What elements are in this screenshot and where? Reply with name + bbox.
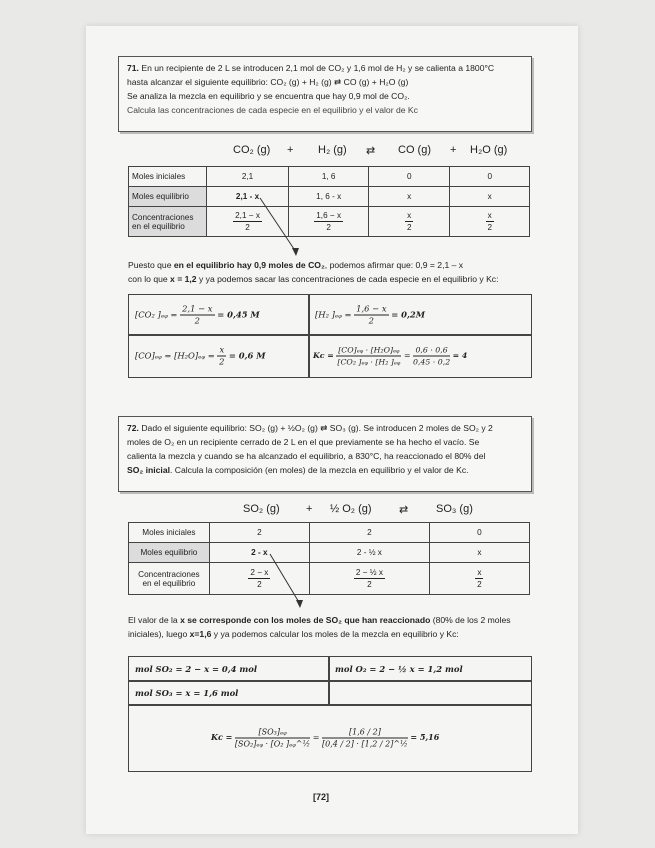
eq71-plus2: + <box>450 144 457 156</box>
eq71-plus1: + <box>287 144 294 156</box>
table-row: Moles iniciales 2 2 0 <box>129 523 530 543</box>
res-so3: mol SO₃ = x = 1,6 mol <box>128 680 330 706</box>
eq72-so3: SO₃ (g) <box>436 503 473 515</box>
p72-table <box>128 522 530 595</box>
table-row: Moles equilibrio 2 - x 2 - ½ x x <box>129 543 530 563</box>
table-row: Moles equilibrio 2,1 - x 1, 6 - x x x <box>129 187 530 207</box>
p71-line3: Se analiza la mezcla en equilibrio y se encuentra que hay 0,9 mol de CO₂. <box>127 91 410 101</box>
res-co: [CO]ₑᵩ = [H₂O]ₑᵩ = $\frac{x}{2}$ = 0,6 M <box>128 334 310 378</box>
problem-71-statement <box>118 56 532 132</box>
res-so2: mol SO₂ = 2 − x = 0,4 mol <box>128 656 330 682</box>
eq71-co2: CO₂ (g) <box>233 144 271 156</box>
table-row: Moles iniciales 2,1 1, 6 0 0 <box>129 167 530 187</box>
page-number: [72] <box>313 792 330 802</box>
p72-pointer-arrow <box>262 552 312 612</box>
p71-line2: hasta alcanzar el siguiente equilibrio: CO₂ (g) + H₂ (g) ⇄ CO (g) + H₂O (g) <box>127 77 409 87</box>
p71-line1: 71. En un recipiente de 2 L se introducen 2,1 mol de CO₂ y 1,6 mol de H₂ y se calienta a 1800°C <box>127 63 495 73</box>
p72-explanation: El valor de la x se corresponde con los moles de SO₂ que han reaccionado (80% de los 2 moles iniciales), luego x=1,6 y ya podemos calcular los moles de la mezcla en equilibrio y Kᴄ: <box>128 615 511 639</box>
p71-explanation: Puesto que en el equilibrio hay 0,9 moles de CO₂, podemos afirmar que: 0,9 = 2,1 – x con lo que x = 1,2 y ya podemos sacar las concentraciones de cada especie en el equilibrio y Kᴄ: <box>128 260 499 284</box>
problem-72-statement: 72. Dado el siguiente equilibrio: SO₂ (g) + ½O₂ (g) ⇄ SO₃ (g). Se introducen 2 moles de SO₂ y 2 moles de O₂ en un recipiente cerrado de 2 L en el que previamente se ha hecho el vacío. Se calienta la mezcla y cuando se ha alcanzado el equilibrio, a 830°C, ha reaccionado el 80% del SO₂ inicial. Calcula la composición (en moles) de la mezcla en equilibrio y el valor de Kᴄ. <box>118 416 532 492</box>
res-empty-cell <box>328 680 532 706</box>
eq72-o2: ½ O₂ (g) <box>330 503 372 515</box>
eq72-arrow: ⇄ <box>399 504 409 516</box>
eq71-h2o: H₂O (g) <box>470 144 508 156</box>
res-kc72: Kᴄ = $\frac{\text{[SO₃]ₑᵩ}}{\text{[SO₂]ₑᵩ · [O₂ ]ₑᵩ\textasciicircum{}½}}$ = $\frac{[1,6 / 2]}{\text{[0,4 / 2] · [1,2 / 2]\textasciicircum{}½}}$ = 5,16 <box>128 704 532 772</box>
p71-table <box>128 166 530 237</box>
res-o2: mol O₂ = 2 − ½ x = 1,2 mol <box>328 656 532 682</box>
res-co2: [CO₂ ]ₑᵩ = $\frac{2,1 - x}{2}$ = 0,45 M <box>128 294 310 336</box>
eq72-plus: + <box>306 503 313 515</box>
res-kc: Kᴄ = $\frac{\text{[CO]ₑᵩ · [H₂O]ₑᵩ}}{\text{[CO₂ ]ₑᵩ · [H₂ ]ₑᵩ}}$ = $\frac{0,6 \cdot 0,6}{0,45 \cdot 0,2}$ = 4 <box>308 334 532 378</box>
eq71-co: CO (g) <box>398 144 431 156</box>
p71-line4: Calcula las concentraciones de cada especie en el equilibrio y el valor de Kᴄ <box>127 105 418 115</box>
eq71-h2: H₂ (g) <box>318 144 347 156</box>
eq71-arrow: ⇄ <box>366 145 376 157</box>
table-row: Concentraciones en el equilibrio $\frac{2 - x}{2}$ $\frac{\text{2 − ½ x}}{2}$ $\frac{x}{2}$ <box>129 563 530 595</box>
res-h2: [H₂ ]ₑᵩ = $\frac{1,6 - x}{2}$ = 0,2M <box>308 294 532 336</box>
eq72-so2: SO₂ (g) <box>243 503 280 515</box>
p71-pointer-arrow <box>250 196 310 262</box>
table-row: Concentraciones en el equilibrio $\frac{2,1 - x}{2}$ $\frac{1,6 - x}{2}$ $\frac{x}{2}$ $\frac{x}{2}$ <box>129 207 530 237</box>
